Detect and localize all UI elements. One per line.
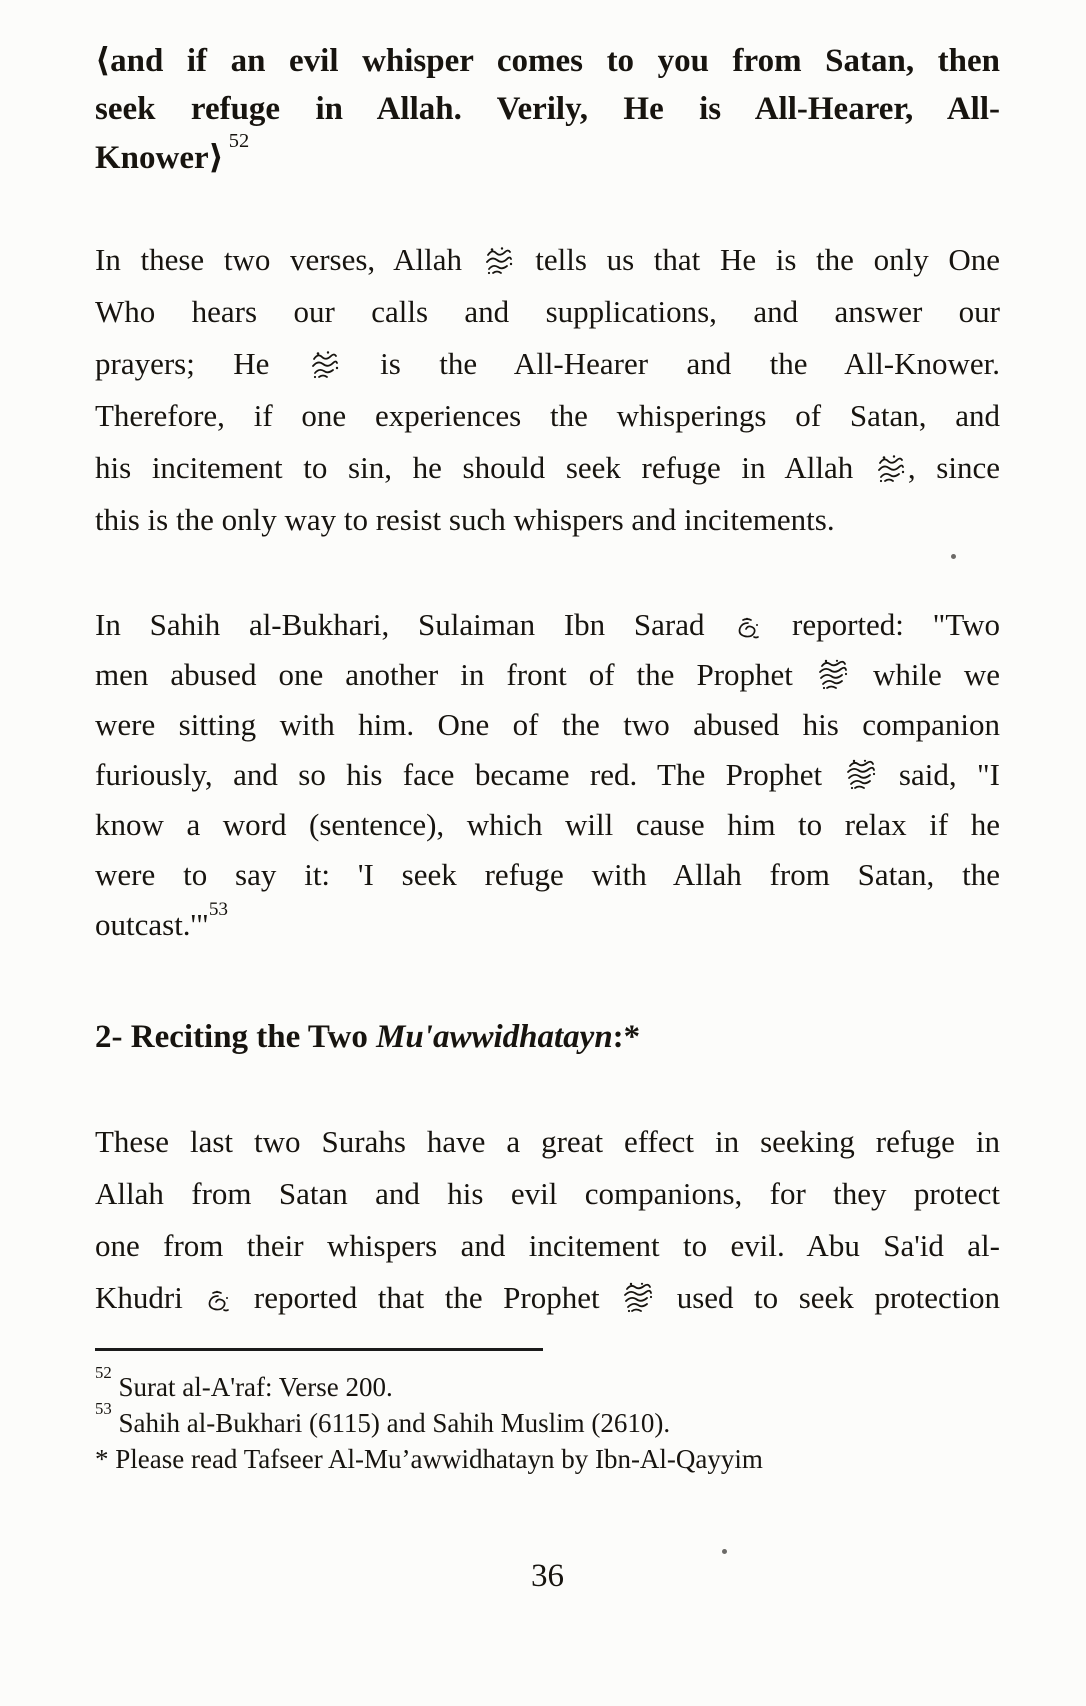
text-run: tells us that He is the only One (515, 242, 1000, 277)
honorific-pbuh-icon (622, 1282, 654, 1314)
text-run: seek refuge in Allah. Verily, He is All-Hearer, All- (95, 91, 1000, 127)
footnotes-block (95, 1363, 1000, 1477)
text-line (95, 494, 1000, 546)
text-line (95, 850, 1000, 900)
text-run: , since (907, 450, 1000, 485)
text-run: These last two Surahs have a great effect in seeking refuge in (95, 1124, 1000, 1159)
text-line (95, 1441, 1000, 1477)
text-run: is the All-Hearer and the All-Knower. (341, 346, 1000, 381)
text-run: outcast.'" (95, 907, 209, 942)
text-run: * Please read Tafseer Al-Mu’awwidhatayn by Ibn-Al-Qayyim (95, 1444, 763, 1474)
text-run: while we (850, 657, 1000, 692)
text-run: ⟩ (208, 137, 224, 176)
paragraph-muawwidhatayn-intro (95, 1116, 1000, 1324)
text-line (95, 750, 1000, 800)
text-run: In Sahih al-Bukhari, Sulaiman Ibn Sarad (95, 607, 734, 642)
text-run: furiously, and so his face became red. The Prophet (95, 757, 843, 792)
text-run: prayers; He (95, 346, 308, 381)
quran-verse-quote (95, 36, 1000, 182)
scan-speck (722, 1549, 727, 1554)
text-line (95, 650, 1000, 700)
paragraph-commentary (95, 234, 1000, 546)
text-line (95, 234, 1000, 286)
text-line (95, 900, 1000, 950)
text-line (95, 600, 1000, 650)
text-line (95, 1363, 1000, 1405)
page-number: 36 (531, 1558, 564, 1594)
text-line (95, 338, 1000, 390)
text-line (95, 390, 1000, 442)
text-run: Surat al-A'raf: Verse 200. (111, 1372, 393, 1402)
text-line (95, 1272, 1000, 1324)
text-run: know a word (sentence), which will cause him to relax if he (95, 807, 1000, 842)
honorific-ra-icon (735, 617, 761, 641)
honorific-pbuh-icon (817, 659, 849, 691)
honorific-swt-icon (484, 246, 514, 276)
text-run: Therefore, if one experiences the whisperings of Satan, and (95, 398, 1000, 433)
text-line (95, 1168, 1000, 1220)
footnote-separator (95, 1348, 543, 1351)
text-line (95, 129, 1000, 182)
text-run: Allah from Satan and his evil companions, for they protect (95, 1176, 1000, 1211)
paragraph-hadith-bukhari (95, 600, 1000, 950)
superscript-ref: 52 (95, 1363, 112, 1383)
superscript-ref: 52 (228, 129, 250, 152)
text-run: Knower (95, 140, 209, 176)
text-run: In these two verses, Allah (95, 242, 482, 277)
honorific-ra-icon (205, 1290, 231, 1314)
text-run: and if an evil whisper comes to you from Satan, then (110, 43, 1000, 79)
text-line (95, 85, 1000, 133)
text-run: :* (612, 1019, 641, 1055)
text-run: reported: "Two (763, 607, 1000, 642)
honorific-pbuh-icon (845, 759, 877, 791)
honorific-swt-icon (876, 454, 906, 484)
text-run: his incitement to sin, he should seek refuge in Allah (95, 450, 874, 485)
text-run: Who hears our calls and supplications, and answer our (95, 294, 1000, 329)
section-heading (95, 1013, 1000, 1061)
text-line (95, 1116, 1000, 1168)
text-line (95, 1399, 1000, 1441)
text-run: 2- Reciting the Two (95, 1019, 377, 1055)
text-run: Mu'awwidhatayn (376, 1019, 613, 1055)
text-run: were sitting with him. One of the two abused his companion (95, 707, 1000, 742)
text-line (95, 36, 1000, 85)
text-line (95, 1220, 1000, 1272)
text-line (95, 700, 1000, 750)
text-line (95, 442, 1000, 494)
text-run: one from their whispers and incitement to evil. Abu Sa'id al- (95, 1228, 1000, 1263)
text-run: ⟨ (95, 40, 111, 79)
superscript-ref: 53 (208, 899, 229, 921)
text-run: Khudri (95, 1280, 204, 1315)
text-line (95, 286, 1000, 338)
text-run: men abused one another in front of the Prophet (95, 657, 815, 692)
text-run: said, "I (878, 757, 1000, 792)
text-run: were to say it: 'I seek refuge with Allah from Satan, the (95, 857, 1000, 892)
text-run: this is the only way to resist such whispers and incitements. (95, 502, 835, 537)
scan-speck (951, 554, 956, 559)
text-line (95, 1013, 1000, 1061)
honorific-swt-icon (310, 350, 340, 380)
superscript-ref: 53 (95, 1399, 112, 1419)
text-run: used to seek protection (656, 1280, 1001, 1315)
text-run: Sahih al-Bukhari (6115) and Sahih Muslim (2610). (111, 1408, 671, 1438)
text-run: reported that the Prophet (233, 1280, 621, 1315)
text-line (95, 800, 1000, 850)
